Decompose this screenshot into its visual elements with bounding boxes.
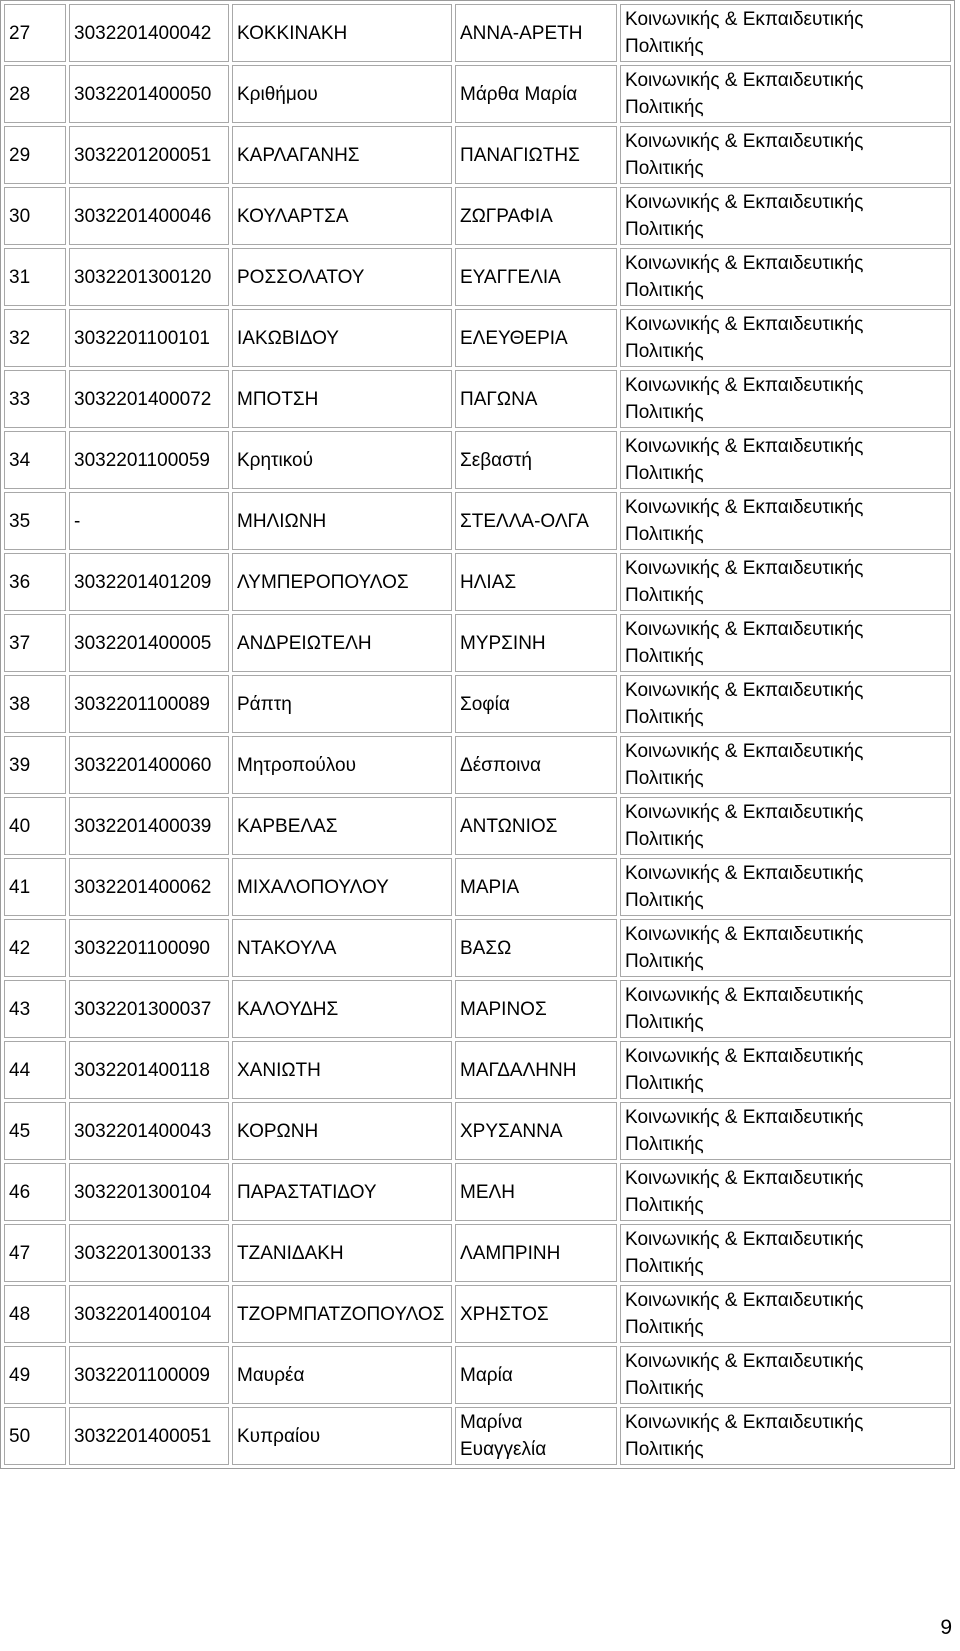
department <box>620 553 951 611</box>
department <box>620 1346 951 1404</box>
department-line-2: Πολιτικής <box>625 890 704 911</box>
surname: Μαυρέα <box>232 1346 452 1404</box>
row-number: 40 <box>4 797 66 855</box>
row-number: 30 <box>4 187 66 245</box>
first-name: ΑΝΝΑ-ΑΡΕΤΗ <box>455 4 617 62</box>
table-row <box>4 919 951 977</box>
table-row <box>4 1102 951 1160</box>
table-row <box>4 309 951 367</box>
department-line-2: Πολιτικής <box>625 951 704 972</box>
row-number: 48 <box>4 1285 66 1343</box>
registration-code: 3032201400104 <box>69 1285 229 1343</box>
surname: ΑΝΔΡΕΙΩΤΕΛΗ <box>232 614 452 672</box>
table-row <box>4 858 951 916</box>
department <box>620 4 951 62</box>
row-number: 31 <box>4 248 66 306</box>
department <box>620 675 951 733</box>
surname: ΛΥΜΠΕΡΟΠΟΥΛΟΣ <box>232 553 452 611</box>
row-number: 27 <box>4 4 66 62</box>
first-name: ΜΕΛΗ <box>455 1163 617 1221</box>
department-line-2: Πολιτικής <box>625 219 704 240</box>
department-line-1: Κοινωνικής & Εκπαιδευτικής <box>625 1229 864 1250</box>
table-row <box>4 736 951 794</box>
first-name: Μάρθα Μαρία <box>455 65 617 123</box>
department-line-1: Κοινωνικής & Εκπαιδευτικής <box>625 497 864 518</box>
department-line-1: Κοινωνικής & Εκπαιδευτικής <box>625 863 864 884</box>
table-row <box>4 1163 951 1221</box>
surname: ΚΟΥΛΑΡΤΣΑ <box>232 187 452 245</box>
department-line-2: Πολιτικής <box>625 97 704 118</box>
row-number: 49 <box>4 1346 66 1404</box>
first-name: ΑΝΤΩΝΙΟΣ <box>455 797 617 855</box>
department-line-1: Κοινωνικής & Εκπαιδευτικής <box>625 375 864 396</box>
table-row <box>4 4 951 62</box>
department <box>620 797 951 855</box>
surname: ΚΑΛΟΥΔΗΣ <box>232 980 452 1038</box>
row-number: 37 <box>4 614 66 672</box>
row-number: 35 <box>4 492 66 550</box>
department-line-1: Κοινωνικής & Εκπαιδευτικής <box>625 70 864 91</box>
department-line-2: Πολιτικής <box>625 1012 704 1033</box>
department-line-2: Πολιτικής <box>625 707 704 728</box>
department-line-1: Κοινωνικής & Εκπαιδευτικής <box>625 924 864 945</box>
registration-code: 3032201400039 <box>69 797 229 855</box>
department-line-2: Πολιτικής <box>625 402 704 423</box>
page-number: 9 <box>940 1616 952 1639</box>
department-line-1: Κοινωνικής & Εκπαιδευτικής <box>625 436 864 457</box>
surname: ΜΙΧΑΛΟΠΟΥΛΟΥ <box>232 858 452 916</box>
table-row <box>4 248 951 306</box>
department-line-1: Κοινωνικής & Εκπαιδευτικής <box>625 1168 864 1189</box>
surname: ΤΖΟΡΜΠΑΤΖΟΠΟΥΛΟΣ <box>232 1285 452 1343</box>
department-line-1: Κοινωνικής & Εκπαιδευτικής <box>625 802 864 823</box>
table-row <box>4 1224 951 1282</box>
row-number: 33 <box>4 370 66 428</box>
table-row <box>4 1041 951 1099</box>
table-row <box>4 126 951 184</box>
department-line-2: Πολιτικής <box>625 646 704 667</box>
department-line-1: Κοινωνικής & Εκπαιδευτικής <box>625 9 864 30</box>
department <box>620 980 951 1038</box>
row-number: 38 <box>4 675 66 733</box>
first-name: Σεβαστή <box>455 431 617 489</box>
row-number: 39 <box>4 736 66 794</box>
first-name: ΠΑΝΑΓΙΩΤΗΣ <box>455 126 617 184</box>
registration-code: 3032201300037 <box>69 980 229 1038</box>
department-line-2: Πολιτικής <box>625 768 704 789</box>
first-name: Σοφία <box>455 675 617 733</box>
row-number: 28 <box>4 65 66 123</box>
department-line-2: Πολιτικής <box>625 463 704 484</box>
surname: ΜΗΛΙΩΝΗ <box>232 492 452 550</box>
department-line-1: Κοινωνικής & Εκπαιδευτικής <box>625 314 864 335</box>
registration-code: 3032201400042 <box>69 4 229 62</box>
department-line-2: Πολιτικής <box>625 1134 704 1155</box>
surname: ΜΠΟΤΣΗ <box>232 370 452 428</box>
department-line-2: Πολιτικής <box>625 1439 704 1460</box>
surname: Κρητικού <box>232 431 452 489</box>
registration-code: 3032201300120 <box>69 248 229 306</box>
first-name: ΧΡΥΣΑΝΝΑ <box>455 1102 617 1160</box>
table-row <box>4 187 951 245</box>
surname: ΚΑΡΛΑΓΑΝΗΣ <box>232 126 452 184</box>
department-line-1: Κοινωνικής & Εκπαιδευτικής <box>625 1107 864 1128</box>
department-line-2: Πολιτικής <box>625 341 704 362</box>
department <box>620 370 951 428</box>
registration-code: 3032201401209 <box>69 553 229 611</box>
department-line-2: Πολιτικής <box>625 1378 704 1399</box>
surname: Μητροπούλου <box>232 736 452 794</box>
registration-code: 3032201400062 <box>69 858 229 916</box>
department <box>620 431 951 489</box>
table-row <box>4 980 951 1038</box>
department-line-2: Πολιτικής <box>625 1195 704 1216</box>
table-row <box>4 431 951 489</box>
first-name: ΜΥΡΣΙΝΗ <box>455 614 617 672</box>
department-line-1: Κοινωνικής & Εκπαιδευτικής <box>625 985 864 1006</box>
first-name: ΛΑΜΠΡΙΝΗ <box>455 1224 617 1282</box>
row-number: 45 <box>4 1102 66 1160</box>
department <box>620 1224 951 1282</box>
registration-code: - <box>69 492 229 550</box>
first-name: ΜΑΓΔΑΛΗΝΗ <box>455 1041 617 1099</box>
row-number: 34 <box>4 431 66 489</box>
department <box>620 919 951 977</box>
row-number: 47 <box>4 1224 66 1282</box>
registration-code: 3032201100101 <box>69 309 229 367</box>
department <box>620 1163 951 1221</box>
first-name: ΗΛΙΑΣ <box>455 553 617 611</box>
department-line-1: Κοινωνικής & Εκπαιδευτικής <box>625 1351 864 1372</box>
first-name: ΖΩΓΡΑΦΙΑ <box>455 187 617 245</box>
department <box>620 1041 951 1099</box>
table-row <box>4 1407 951 1465</box>
department-line-2: Πολιτικής <box>625 36 704 57</box>
department-line-1: Κοινωνικής & Εκπαιδευτικής <box>625 192 864 213</box>
department-line-1: Κοινωνικής & Εκπαιδευτικής <box>625 741 864 762</box>
first-name: ΧΡΗΣΤΟΣ <box>455 1285 617 1343</box>
row-number: 36 <box>4 553 66 611</box>
department <box>620 1285 951 1343</box>
registration-code: 3032201200051 <box>69 126 229 184</box>
first-name: ΣΤΕΛΛΑ-ΟΛΓΑ <box>455 492 617 550</box>
row-number: 44 <box>4 1041 66 1099</box>
department-line-1: Κοινωνικής & Εκπαιδευτικής <box>625 1290 864 1311</box>
department <box>620 126 951 184</box>
department-line-2: Πολιτικής <box>625 1073 704 1094</box>
department <box>620 858 951 916</box>
first-name: Δέσποινα <box>455 736 617 794</box>
department-line-2: Πολιτικής <box>625 1317 704 1338</box>
registration-code: 3032201100059 <box>69 431 229 489</box>
row-number: 50 <box>4 1407 66 1465</box>
department-line-2: Πολιτικής <box>625 158 704 179</box>
registration-code: 3032201400050 <box>69 65 229 123</box>
registration-code: 3032201300133 <box>69 1224 229 1282</box>
first-name: ΕΛΕΥΘΕΡΙΑ <box>455 309 617 367</box>
surname: Κυπραίου <box>232 1407 452 1465</box>
registration-code: 3032201400051 <box>69 1407 229 1465</box>
table-row <box>4 1285 951 1343</box>
registration-code: 3032201400043 <box>69 1102 229 1160</box>
row-number: 46 <box>4 1163 66 1221</box>
table-row <box>4 492 951 550</box>
department <box>620 65 951 123</box>
surname: ΧΑΝΙΩΤΗ <box>232 1041 452 1099</box>
first-name: Μαρία <box>455 1346 617 1404</box>
surname: ΚΟΡΩΝΗ <box>232 1102 452 1160</box>
surname: ΠΑΡΑΣΤΑΤΙΔΟΥ <box>232 1163 452 1221</box>
registration-code: 3032201300104 <box>69 1163 229 1221</box>
department <box>620 492 951 550</box>
department-line-2: Πολιτικής <box>625 585 704 606</box>
department <box>620 1407 951 1465</box>
table-body <box>4 4 951 1465</box>
registration-code: 3032201400118 <box>69 1041 229 1099</box>
department-line-1: Κοινωνικής & Εκπαιδευτικής <box>625 558 864 579</box>
department-line-2: Πολιτικής <box>625 524 704 545</box>
department-line-1: Κοινωνικής & Εκπαιδευτικής <box>625 1412 864 1433</box>
table-row <box>4 1346 951 1404</box>
department-line-2: Πολιτικής <box>625 280 704 301</box>
registration-code: 3032201400005 <box>69 614 229 672</box>
department-line-1: Κοινωνικής & Εκπαιδευτικής <box>625 131 864 152</box>
department-line-1: Κοινωνικής & Εκπαιδευτικής <box>625 619 864 640</box>
registration-code: 3032201100090 <box>69 919 229 977</box>
table-row <box>4 675 951 733</box>
table-row <box>4 553 951 611</box>
department-line-1: Κοινωνικής & Εκπαιδευτικής <box>625 253 864 274</box>
department <box>620 309 951 367</box>
registration-code: 3032201400060 <box>69 736 229 794</box>
department <box>620 614 951 672</box>
surname: Κριθήμου <box>232 65 452 123</box>
surname: ΚΑΡΒΕΛΑΣ <box>232 797 452 855</box>
registration-code: 3032201400072 <box>69 370 229 428</box>
first-name: ΜΑΡΙΝΟΣ <box>455 980 617 1038</box>
department-line-1: Κοινωνικής & Εκπαιδευτικής <box>625 680 864 701</box>
row-number: 32 <box>4 309 66 367</box>
surname: ΡΟΣΣΟΛΑΤΟΥ <box>232 248 452 306</box>
surname: ΙΑΚΩΒΙΔΟΥ <box>232 309 452 367</box>
department <box>620 187 951 245</box>
first-name: ΠΑΓΩΝΑ <box>455 370 617 428</box>
department-line-1: Κοινωνικής & Εκπαιδευτικής <box>625 1046 864 1067</box>
table-row <box>4 370 951 428</box>
first-name: ΜΑΡΙΑ <box>455 858 617 916</box>
surname: ΝΤΑΚΟΥΛΑ <box>232 919 452 977</box>
registration-code: 3032201100009 <box>69 1346 229 1404</box>
table-row <box>4 65 951 123</box>
department <box>620 1102 951 1160</box>
registration-code: 3032201100089 <box>69 675 229 733</box>
row-number: 42 <box>4 919 66 977</box>
row-number: 41 <box>4 858 66 916</box>
registration-code: 3032201400046 <box>69 187 229 245</box>
table-row <box>4 614 951 672</box>
table-row <box>4 797 951 855</box>
row-number: 29 <box>4 126 66 184</box>
department-line-2: Πολιτικής <box>625 829 704 850</box>
first-name: ΒΑΣΩ <box>455 919 617 977</box>
row-number: 43 <box>4 980 66 1038</box>
first-name: ΕΥΑΓΓΕΛΙΑ <box>455 248 617 306</box>
surname: Ράπτη <box>232 675 452 733</box>
surname: ΤΖΑΝΙΔΑΚΗ <box>232 1224 452 1282</box>
surname: ΚΟΚΚΙΝΑΚΗ <box>232 4 452 62</box>
department <box>620 248 951 306</box>
first-name: Μαρίνα Ευαγγελία <box>455 1407 617 1465</box>
department <box>620 736 951 794</box>
department-line-2: Πολιτικής <box>625 1256 704 1277</box>
